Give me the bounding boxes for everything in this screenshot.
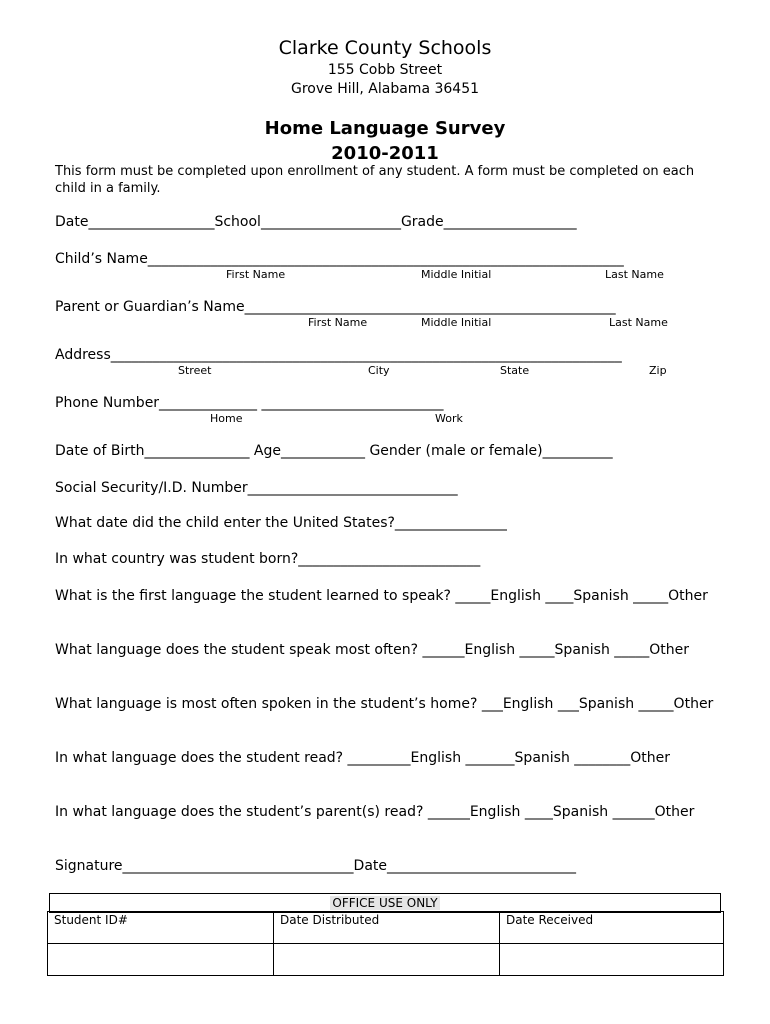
- phone-number-field[interactable]: Phone Number______________ __________________________: [55, 395, 444, 411]
- us-entry-date-question[interactable]: What date did the child enter the United States?________________: [55, 515, 507, 531]
- date-distributed-column-header: Date Distributed: [274, 912, 500, 944]
- social-security-field[interactable]: Social Security/I.D. Number______________________________: [55, 480, 458, 496]
- city-state-zip: Grove Hill, Alabama 36451: [290, 81, 480, 97]
- address-street-caption: Street: [178, 364, 212, 377]
- reading-language-question[interactable]: In what language does the student read? _________English _______Spanish ________Other: [55, 750, 671, 766]
- parent-first-name-caption: First Name: [308, 316, 368, 329]
- birth-country-question[interactable]: In what country was student born?__________________________: [55, 551, 481, 567]
- street-address: 155 Cobb Street: [327, 62, 443, 78]
- parent-last-name-caption: Last Name: [609, 316, 668, 329]
- first-language-question[interactable]: What is the first language the student learned to speak? _____English ____Spanish _____Other: [55, 588, 708, 604]
- date-received-column-header: Date Received: [500, 912, 724, 944]
- student-id-column-header: Student ID#: [48, 912, 274, 944]
- child-name-field[interactable]: Child’s Name____________________________________________________________________: [55, 251, 624, 267]
- phone-home-caption: Home: [210, 412, 243, 425]
- parent-name-field[interactable]: Parent or Guardian’s Name_____________________________________________________: [55, 299, 616, 315]
- address-field[interactable]: Address_________________________________________________________________________: [55, 347, 622, 363]
- date-distributed-cell[interactable]: [274, 944, 500, 976]
- phone-work-caption: Work: [435, 412, 463, 425]
- form-title: Home Language Survey: [264, 118, 506, 139]
- birth-age-gender-row[interactable]: Date of Birth_______________ Age____________ Gender (male or female)__________: [55, 443, 613, 459]
- school-district-name: Clarke County Schools: [278, 37, 492, 59]
- date-school-grade-row[interactable]: Date__________________School____________________Grade___________________: [55, 214, 577, 230]
- intro-text: This form must be completed upon enrollment of any student. A form must be completed on each child in a family.: [55, 164, 695, 196]
- student-id-cell[interactable]: [48, 944, 274, 976]
- address-zip-caption: Zip: [649, 364, 667, 377]
- date-received-cell[interactable]: [500, 944, 724, 976]
- office-use-header: [49, 893, 721, 913]
- signature-date-row[interactable]: Signature_________________________________Date___________________________: [55, 858, 577, 874]
- child-first-name-caption: First Name: [226, 268, 286, 281]
- child-last-name-caption: Last Name: [605, 268, 664, 281]
- child-middle-initial-caption: Middle Initial: [421, 268, 492, 281]
- address-city-caption: City: [368, 364, 390, 377]
- office-use-title: OFFICE USE ONLY: [332, 896, 438, 910]
- speak-most-often-question[interactable]: What language does the student speak most often? ______English _____Spanish _____Other: [55, 642, 690, 658]
- home-language-question[interactable]: What language is most often spoken in the student’s home? ___English ___Spanish _____Other: [55, 696, 714, 712]
- office-use-table: [47, 911, 724, 976]
- form-year: 2010-2011: [331, 143, 439, 164]
- parent-reading-language-question[interactable]: In what language does the student’s parent(s) read? ______English ____Spanish ______Other: [55, 804, 695, 820]
- address-state-caption: State: [500, 364, 530, 377]
- parent-middle-initial-caption: Middle Initial: [421, 316, 492, 329]
